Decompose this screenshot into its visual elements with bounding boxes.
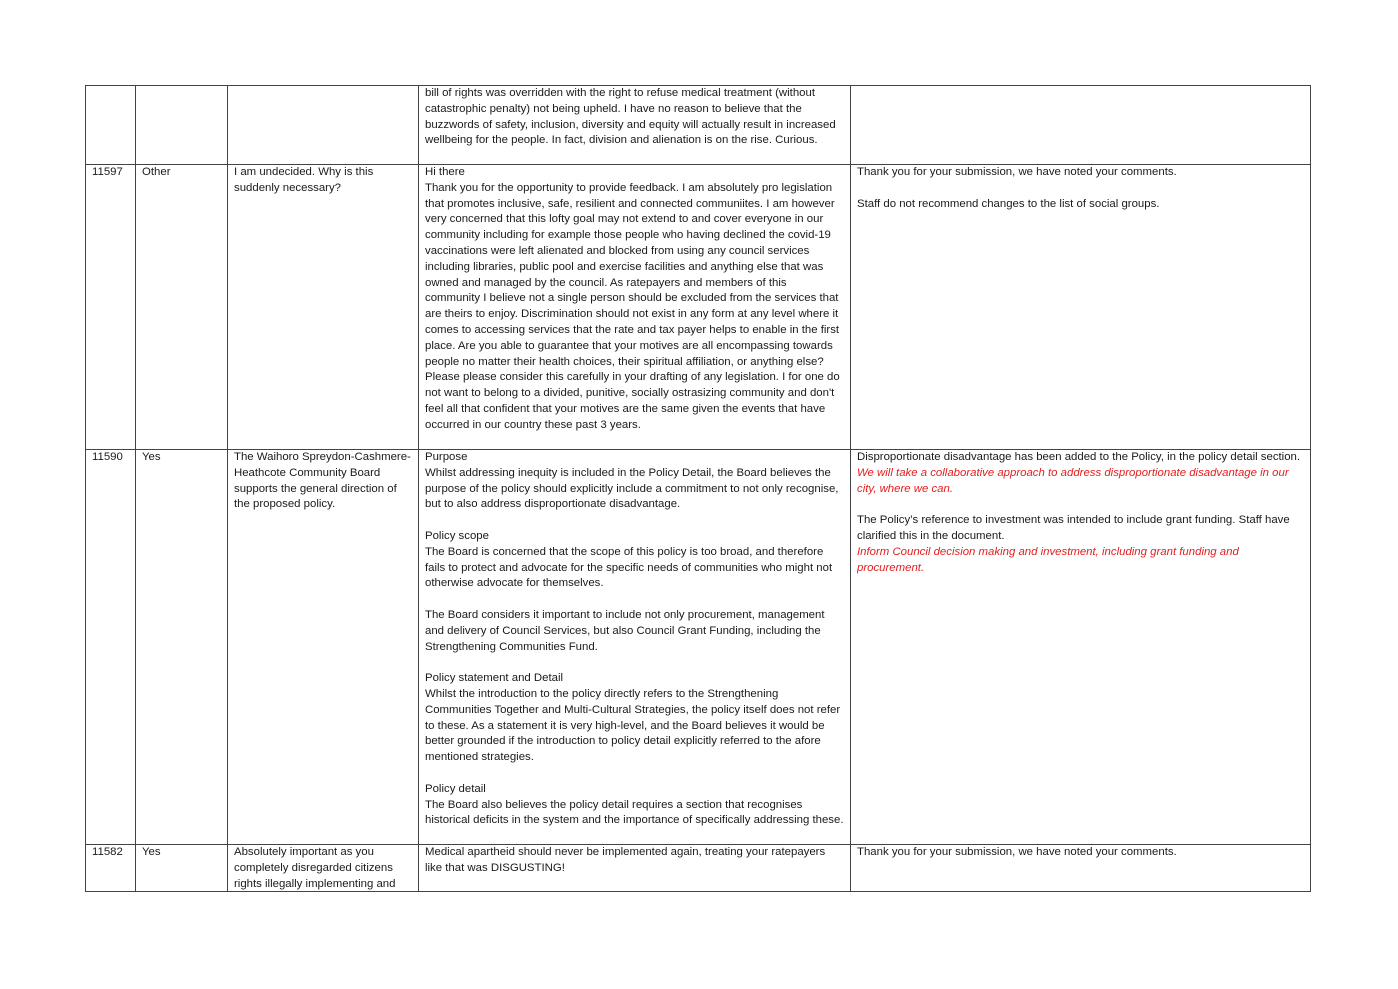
paragraph: I am undecided. Why is this suddenly necessary?	[234, 166, 374, 194]
submitter-id-cell: 11582	[86, 845, 136, 892]
comment-cell	[228, 86, 419, 165]
paragraph: The Policy’s reference to investment was intended to include grant funding. Staff have clarified this in the document.	[857, 514, 1290, 542]
paragraph: Absolutely important as you completely disregarded citizens rights illegally implementing and	[234, 846, 396, 890]
paragraph-spacer	[425, 766, 844, 782]
paragraph: bill of rights was overridden with the right to refuse medical treatment (without catastrophic penalty) not being upheld. I have no reason to believe that the buzzwords of safety, inclusion, diversity and equity will actually result in increased wellbeing for the people. In fact, division and alienation is on the rise. Curious.	[425, 87, 836, 147]
answer-cell: Other	[136, 165, 228, 450]
paragraph: Policy statement and Detail	[425, 672, 564, 685]
paragraph: Thank you for your submission, we have noted your comments.	[857, 846, 1177, 858]
paragraph: Disproportionate disadvantage has been added to the Policy, in the policy detail section.	[857, 451, 1301, 463]
paragraph: Thank you for the opportunity to provide feedback. I am absolutely pro legislation that promotes inclusive, safe, resilient and connected communiites. I am however very concerned that this lofty goal may not extend to and cover everyone in our community including for example those people who having declined the covid-19 vaccinations were left alienated and blocked from using any council services including libraries, public pool and exercise facilities and anything else that was owned and managed by the council. As ratepayers and members of this community I believe not a single person should be excluded from the services that are theirs to enjoy. Discrimination should not exist in any form at any level where it comes to accessing services that the rate and tax payer helps to enable in the first place. Are you able to guarantee that your motives are all encompassing towards people no matter their health choices, their spiritual affiliation, or anything else?	[425, 181, 840, 368]
submitter-id-cell: 11597	[86, 165, 136, 450]
answer-cell: Yes	[136, 845, 228, 892]
comment-cell	[228, 450, 419, 845]
submission-cell	[419, 450, 851, 845]
answer-cell	[136, 86, 228, 165]
paragraph: The Board considers it important to include not only procurement, management and delivery of Council Services, but also Council Grant Funding, including the Strengthening Communities Fund.	[425, 608, 825, 653]
paragraph: Whilst addressing inequity is included in the Policy Detail, the Board believes the purpose of the policy should explicitly include a commitment to not only recognise, but to also address disproportionate disadvantage.	[425, 466, 839, 511]
submission-cell	[419, 845, 851, 892]
paragraph: Policy scope	[425, 529, 489, 542]
submitter-id-cell	[86, 86, 136, 165]
table-row	[86, 165, 1311, 450]
policy-change-text: We will take a collaborative approach to address disproportionate disadvantage in our city, where we can.	[857, 466, 1289, 495]
submissions-table	[85, 85, 1311, 892]
paragraph: Whilst the introduction to the policy directly refers to the Strengthening Communities Together and Multi-Cultural Strategies, the policy itself does not refer to these. As a statement it is very high-level, and the Board believes it would be better grounded if the introduction to policy detail explicitly referred to the afore mentioned strategies.	[425, 687, 841, 764]
paragraph: Policy detail	[425, 782, 486, 795]
paragraph-spacer	[425, 513, 844, 529]
comment-cell	[228, 165, 419, 450]
paragraph: Staff do not recommend changes to the list of social groups.	[857, 197, 1160, 210]
submitter-id-cell: 11590	[86, 450, 136, 845]
submission-cell	[419, 165, 851, 450]
paragraph: Hi there	[425, 166, 465, 178]
paragraph-spacer	[425, 655, 844, 671]
paragraph-spacer	[425, 592, 844, 608]
table-row	[86, 845, 1311, 892]
paragraph: Purpose	[425, 451, 468, 463]
paragraph: The Board also believes the policy detail requires a section that recognises historical deficits in the system and the importance of specifically addressing these.	[425, 798, 844, 827]
staff-response-cell	[851, 450, 1311, 845]
staff-response-cell	[851, 845, 1311, 892]
paragraph: Medical apartheid should never be implemented again, treating your ratepayers like that was DISGUSTING!	[425, 846, 826, 874]
policy-change-text: Inform Council decision making and investment, including grant funding and procurement.	[857, 545, 1239, 574]
paragraph-spacer	[857, 181, 1304, 197]
paragraph: The Waihoro Spreydon-Cashmere-Heathcote Community Board supports the general direction of the proposed policy.	[234, 451, 411, 511]
submission-cell	[419, 86, 851, 165]
paragraph: The Board is concerned that the scope of this policy is too broad, and therefore fails to protect and advocate for the specific needs of communities who might not otherwise advocate for themselves.	[425, 545, 833, 590]
table-row	[86, 86, 1311, 165]
answer-cell: Yes	[136, 450, 228, 845]
table-row	[86, 450, 1311, 845]
staff-response-cell	[851, 86, 1311, 165]
paragraph: Thank you for your submission, we have noted your comments.	[857, 166, 1177, 178]
paragraph: Please please consider this carefully in your drafting of any legislation. I for one do not want to belong to a divided, punitive, socially ostrasizing community and don't feel all that confident that your motives are the same given the events that have occurred in our country these past 3 years.	[425, 371, 840, 431]
paragraph-spacer	[857, 497, 1304, 513]
staff-response-cell	[851, 165, 1311, 450]
comment-cell	[228, 845, 419, 892]
